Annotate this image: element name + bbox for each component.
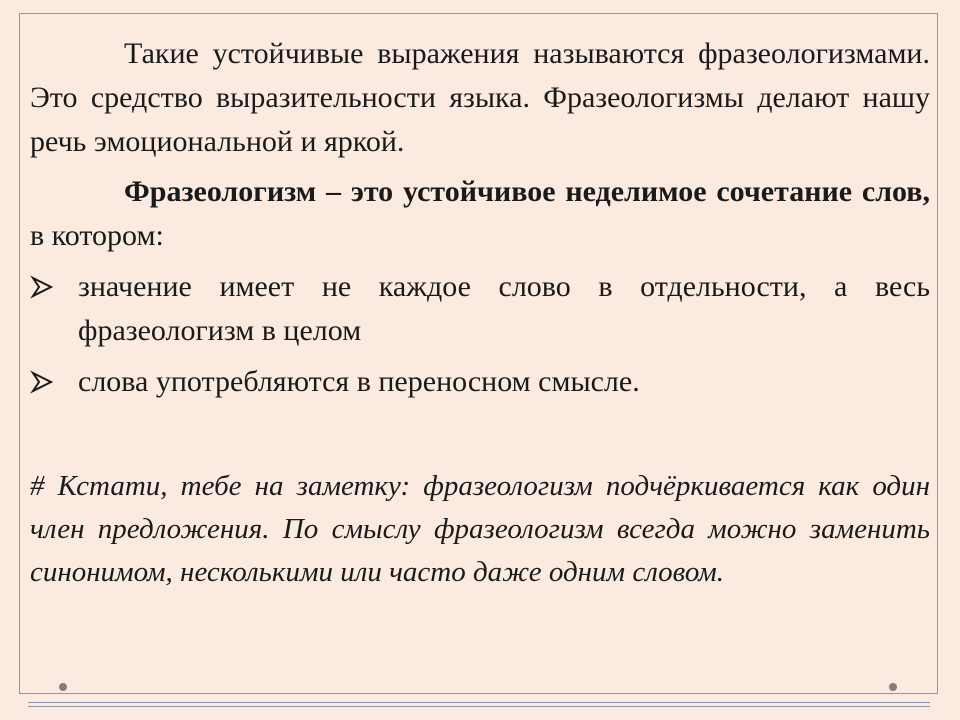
note-paragraph: # Кстати, тебе на заметку: фразеологизм подчёркивается как один член предложения. По смыслу фразеологизм всегда можно заменить синонимом, несколькими или часто даже одним словом. xyxy=(30,470,930,588)
bullet-text: значение имеет не каждое слово в отдельности, а весь фразеологизм в целом xyxy=(78,270,930,347)
definition-paragraph xyxy=(30,170,930,258)
bullet-item xyxy=(30,265,930,353)
definition-term: Фразеологизм xyxy=(124,175,317,208)
definition-bold-text: это устойчивое неделимое сочетание слов, xyxy=(350,175,931,208)
bullet-item xyxy=(30,360,930,404)
intro-paragraph: Такие устойчивые выражения называются фразеологизмами. Это средство выразительности языка. Фразеологизмы делают нашу речь эмоциональной и яркой. xyxy=(30,37,930,158)
slide-content xyxy=(30,32,930,594)
definition-dash: – xyxy=(316,175,351,208)
arrowhead-bullet-icon xyxy=(30,265,54,309)
bullet-text: слова употребляются в переносном смысле. xyxy=(78,365,640,398)
bottom-rule-lower xyxy=(28,706,930,707)
corner-dot-left xyxy=(59,683,67,691)
corner-dot-right xyxy=(889,683,897,691)
bottom-rule-upper xyxy=(28,702,930,703)
arrowhead-bullet-icon xyxy=(30,360,54,404)
definition-plain-text: в котором: xyxy=(30,219,164,252)
